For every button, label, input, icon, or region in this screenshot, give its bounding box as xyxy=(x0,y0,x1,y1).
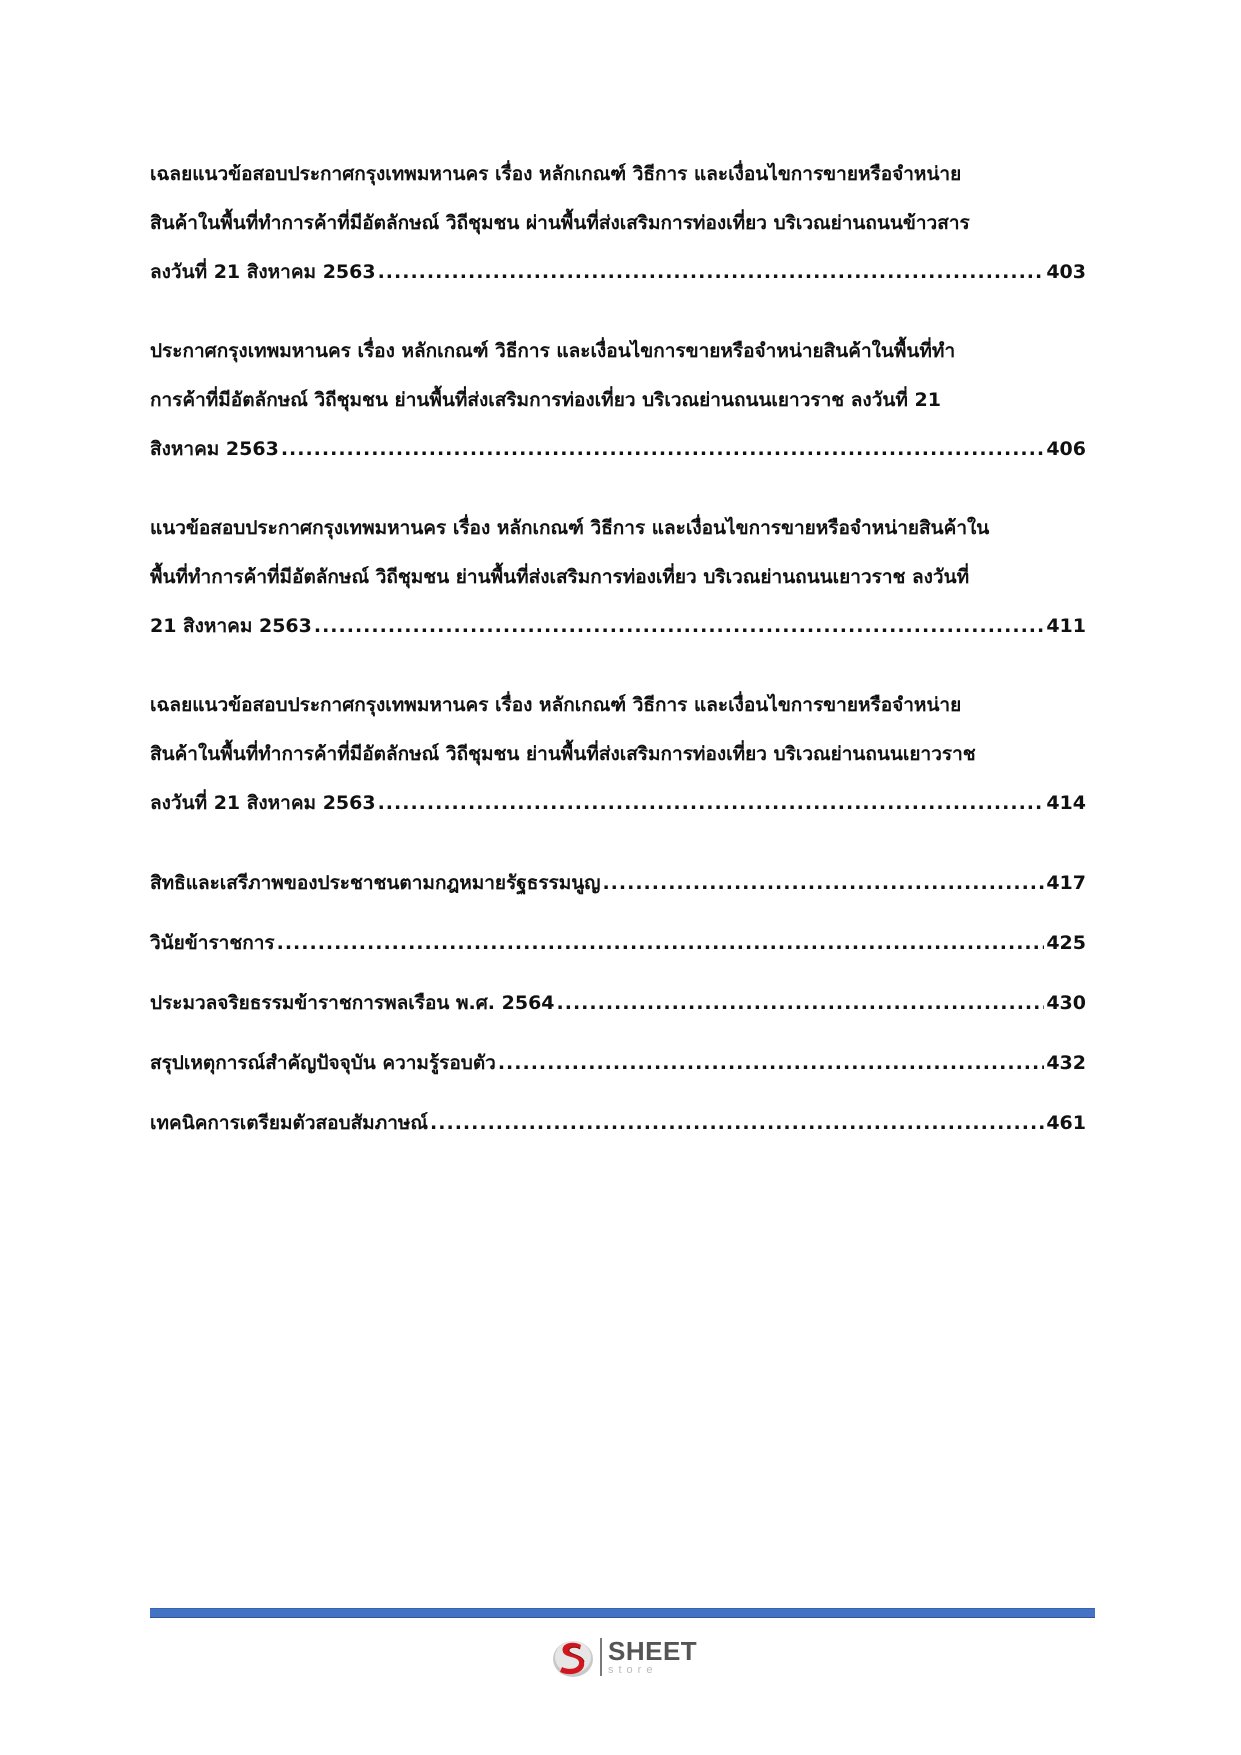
toc-entry-title: สิทธิและเสรีภาพของประชาชนตามกฎหมายรัฐธรรมนูญ xyxy=(150,872,601,894)
dot-leader xyxy=(602,858,1044,908)
toc-page-number: 432 xyxy=(1046,1052,1086,1074)
toc-page-number: 414 xyxy=(1046,792,1086,814)
toc-page-number: 417 xyxy=(1046,872,1086,894)
dot-leader xyxy=(314,602,1044,651)
toc-entry-line: เฉลยแนวข้อสอบประกาศกรุงเทพมหานคร เรื่อง หลักเกณฑ์ วิธีการ และเงื่อนไขการขายหรือจำหน่าย xyxy=(150,163,962,185)
dot-leader xyxy=(378,248,1045,297)
toc-entry[interactable] xyxy=(150,1038,1086,1088)
toc-entry-last-line xyxy=(150,1038,1086,1088)
logo-wordmark xyxy=(608,1638,697,1676)
toc-page-number: 425 xyxy=(1046,932,1086,954)
toc-entry[interactable] xyxy=(150,681,1086,828)
toc-page-number: 411 xyxy=(1046,615,1086,637)
toc-entry-line: สิงหาคม 2563 xyxy=(150,438,279,460)
toc-entry[interactable] xyxy=(150,1098,1086,1148)
dot-leader xyxy=(557,978,1045,1028)
dot-leader xyxy=(498,1038,1044,1088)
toc-page-number: 461 xyxy=(1046,1112,1086,1134)
toc-entry-line: สินค้าในพื้นที่ทำการค้าที่มีอัตลักษณ์ วิถีชุมชน ผ่านพื้นที่ส่งเสริมการท่องเที่ยว บริเวณย่านถนนข้าวสาร xyxy=(150,212,970,234)
toc-entry-last-line xyxy=(150,779,1086,828)
sheet-store-logo xyxy=(550,1632,720,1682)
sheet-store-s-icon xyxy=(550,1634,596,1680)
dot-leader xyxy=(277,918,1045,968)
dot-leader xyxy=(281,425,1045,474)
toc-page-number: 430 xyxy=(1046,992,1086,1014)
toc-entry-last-line xyxy=(150,602,1086,651)
toc-entry-line: เฉลยแนวข้อสอบประกาศกรุงเทพมหานคร เรื่อง หลักเกณฑ์ วิธีการ และเงื่อนไขการขายหรือจำหน่าย xyxy=(150,694,962,716)
toc-entry-title: เทคนิคการเตรียมตัวสอบสัมภาษณ์ xyxy=(150,1112,429,1134)
logo-subword: store xyxy=(608,1664,658,1676)
toc-entry-line: ลงวันที่ 21 สิงหาคม 2563 xyxy=(150,792,376,814)
footer-divider xyxy=(150,1608,1095,1617)
toc-entry-last-line xyxy=(150,858,1086,908)
toc-entry-line: แนวข้อสอบประกาศกรุงเทพมหานคร เรื่อง หลักเกณฑ์ วิธีการ และเงื่อนไขการขายหรือจำหน่ายสินค้าใน xyxy=(150,517,990,539)
toc-entry-line: 21 สิงหาคม 2563 xyxy=(150,615,312,637)
toc-entry-line: ประกาศกรุงเทพมหานคร เรื่อง หลักเกณฑ์ วิธีการ และเงื่อนไขการขายหรือจำหน่ายสินค้าในพื้นที่ทำ xyxy=(150,340,956,362)
toc-entry-title: ประมวลจริยธรรมข้าราชการพลเรือน พ.ศ. 2564 xyxy=(150,992,555,1014)
toc-page-number: 406 xyxy=(1046,438,1086,460)
toc-entry-line: ลงวันที่ 21 สิงหาคม 2563 xyxy=(150,261,376,283)
logo-separator xyxy=(600,1638,602,1676)
toc-entry[interactable] xyxy=(150,978,1086,1028)
toc-entry-line: พื้นที่ทำการค้าที่มีอัตลักษณ์ วิถีชุมชน ย่านพื้นที่ส่งเสริมการท่องเที่ยว บริเวณย่านถนนเยาวราช ลงวันที่ xyxy=(150,566,970,588)
table-of-contents xyxy=(150,150,1086,1158)
toc-entry-last-line xyxy=(150,248,1086,297)
toc-entry-title: วินัยข้าราชการ xyxy=(150,932,275,954)
toc-entry-last-line xyxy=(150,918,1086,968)
toc-entry[interactable] xyxy=(150,150,1086,297)
toc-entry-last-line xyxy=(150,978,1086,1028)
toc-entry-title: สรุปเหตุการณ์สำคัญปัจจุบัน ความรู้รอบตัว xyxy=(150,1052,496,1074)
toc-entry[interactable] xyxy=(150,918,1086,968)
toc-entry-line: การค้าที่มีอัตลักษณ์ วิถีชุมชน ย่านพื้นที่ส่งเสริมการท่องเที่ยว บริเวณย่านถนนเยาวราช ลงวันที่ 21 xyxy=(150,389,941,411)
toc-entry[interactable] xyxy=(150,504,1086,651)
toc-entry[interactable] xyxy=(150,327,1086,474)
logo-word: SHEET xyxy=(608,1636,698,1666)
dot-leader xyxy=(430,1098,1044,1148)
toc-entry[interactable] xyxy=(150,858,1086,908)
toc-page-number: 403 xyxy=(1046,261,1086,283)
toc-entry-line: สินค้าในพื้นที่ทำการค้าที่มีอัตลักษณ์ วิถีชุมชน ย่านพื้นที่ส่งเสริมการท่องเที่ยว บริเวณย่านถนนเยาวราช xyxy=(150,743,976,765)
toc-entry-last-line xyxy=(150,1098,1086,1148)
toc-entry-last-line xyxy=(150,425,1086,474)
dot-leader xyxy=(378,779,1045,828)
